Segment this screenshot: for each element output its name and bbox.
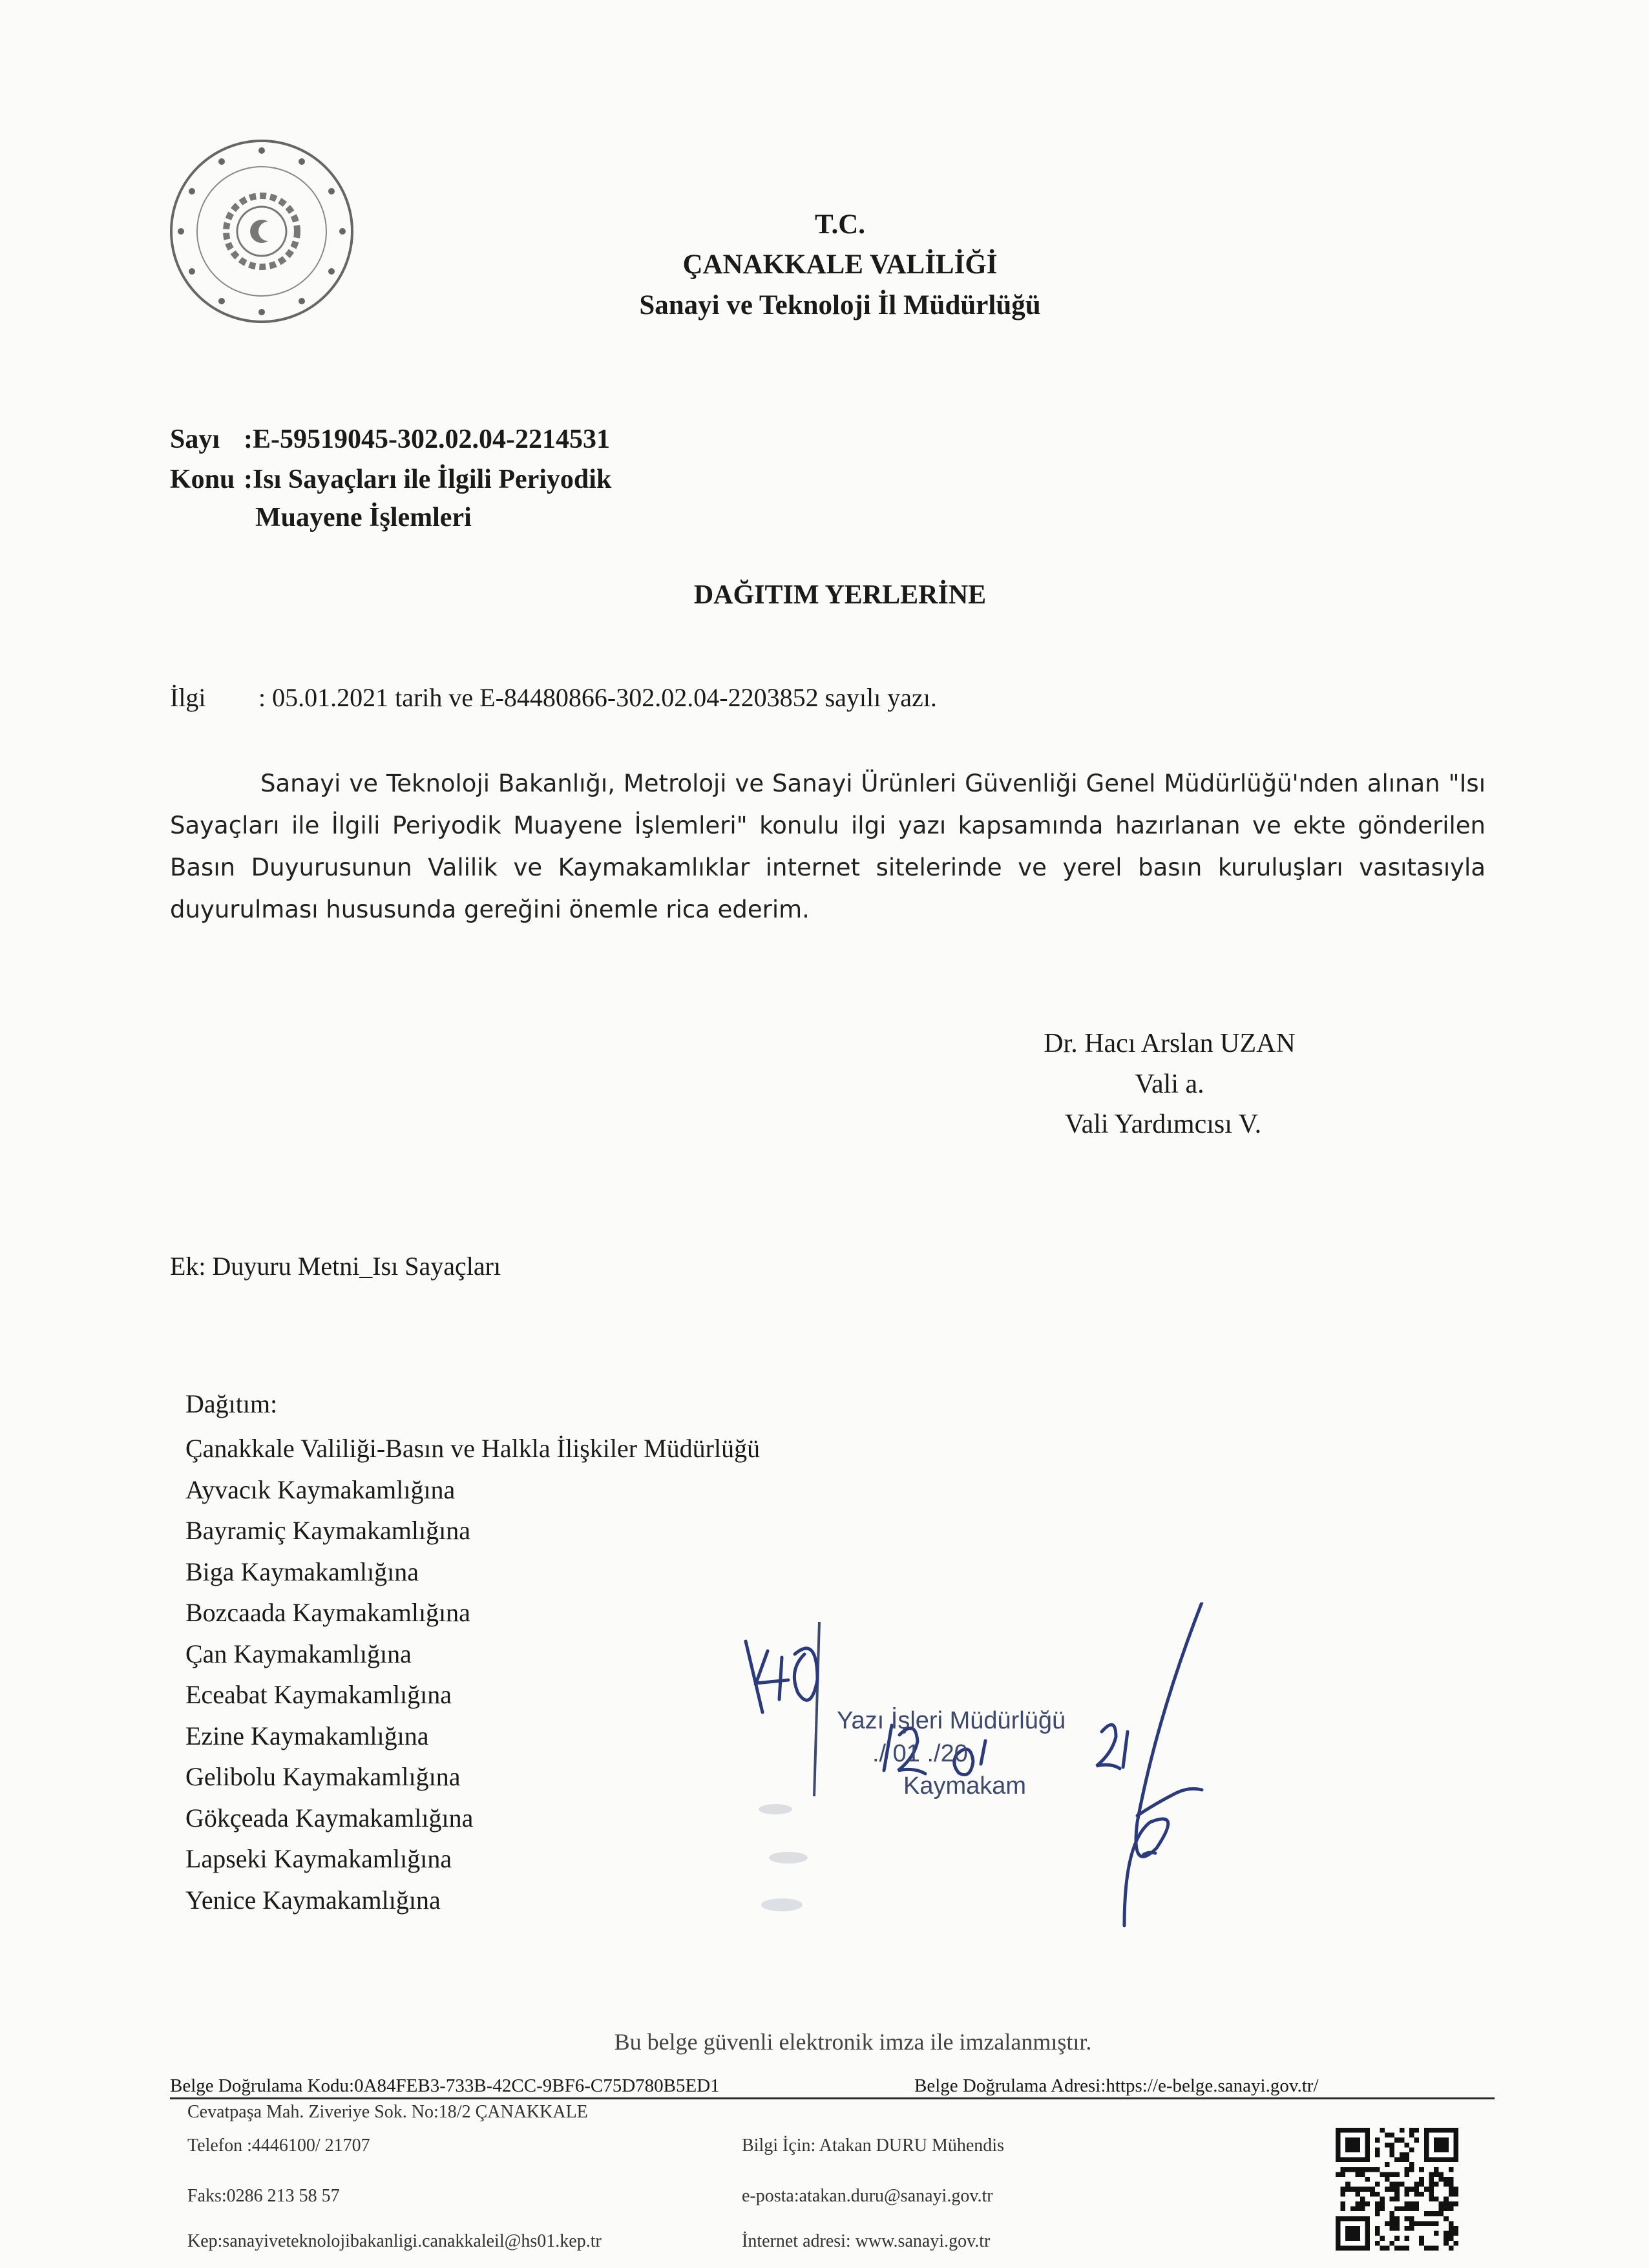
distribution-item: Bayramiç Kaymakamlığına bbox=[185, 1516, 470, 1545]
header-tc: T.C. bbox=[814, 209, 866, 240]
verify-code: Belge Doğrulama Kodu:0A84FEB3-733B-42CC-9BF6-C75D780B5ED1 bbox=[170, 2075, 720, 2096]
footer-bilgi: Bilgi İçin: Atakan DURU Mühendis bbox=[742, 2136, 1004, 2156]
footer-kep: Kep:sanayiveteknolojibakanligi.canakkaleil@hs01.kep.tr bbox=[187, 2231, 602, 2251]
distribution-item: Gelibolu Kaymakamlığına bbox=[185, 1762, 461, 1791]
signatory-title-1: Vali a. bbox=[1135, 1069, 1204, 1099]
distribution-item: Eceabat Kaymakamlığına bbox=[185, 1680, 452, 1709]
stamp-office: Yazı İşleri Müdürlüğü bbox=[837, 1707, 1066, 1734]
footer-eposta: e-posta:atakan.duru@sanayi.gov.tr bbox=[742, 2186, 993, 2206]
esign-note: Bu belge güvenli elektronik imza ile imzalanmıştır. bbox=[614, 2029, 1092, 2055]
stamp-role: Kaymakam bbox=[903, 1772, 1027, 1800]
footer-telefon: Telefon :4446100/ 21707 bbox=[187, 2136, 370, 2156]
footer-address: Cevatpaşa Mah. Ziveriye Sok. No:18/2 ÇANAKKALE bbox=[187, 2102, 588, 2122]
body-paragraph: Sanayi ve Teknoloji Bakanlığı, Metroloji ve Sanayi Ürünleri Güvenliği Genel Müdürlüğü'nden alınan "Isı Sayaçları ile İlgili Periyodik Muayene İşlemleri" konulu ilgi yazı kapsamında hazırlanan ve ekte gönderilen Basın Duyurusunun Valilik ve Kaymakamlıklar internet sitelerinde ve yerel basın kuruluşları vasıtasıyla duyurulması hususunda gereğini önemle rica ederim. bbox=[170, 770, 1486, 923]
distribution-item: Lapseki Kaymakamlığına bbox=[185, 1844, 452, 1873]
distribution-list bbox=[185, 1428, 760, 1920]
distribution-item: Biga Kaymakamlığına bbox=[185, 1557, 419, 1586]
distribution-item: Bozcaada Kaymakamlığına bbox=[185, 1598, 470, 1627]
qr-code-icon bbox=[1336, 2128, 1458, 2251]
distribution-item: Gökçeada Kaymakamlığına bbox=[185, 1803, 474, 1832]
footer-divider bbox=[170, 2097, 1495, 2099]
footer-internet: İnternet adresi: www.sanayi.gov.tr bbox=[742, 2231, 991, 2251]
signatory-name: Dr. Hacı Arslan UZAN bbox=[1044, 1029, 1296, 1058]
ministry-seal-icon bbox=[165, 134, 359, 328]
handwritten-day bbox=[872, 1722, 874, 1723]
verify-address: Belge Doğrulama Adresi:https://e-belge.sanayi.gov.tr/ bbox=[914, 2075, 1319, 2096]
header-governorship: ÇANAKKALE VALİLİĞİ bbox=[682, 249, 998, 280]
konu-value-cont: Muayene İşlemleri bbox=[255, 503, 472, 532]
sayi-label: Sayı bbox=[170, 425, 220, 454]
distribution-item: Ezine Kaymakamlığına bbox=[185, 1721, 429, 1750]
footer-faks: Faks:0286 213 58 57 bbox=[187, 2186, 340, 2206]
stamp-date: ./ 01 ./20 bbox=[872, 1740, 968, 1767]
sayi-value: :E-59519045-302.02.04-2214531 bbox=[244, 425, 610, 454]
handwritten-year bbox=[1098, 1722, 1100, 1723]
konu-label: Konu bbox=[170, 465, 235, 494]
ilgi-value: : 05.01.2021 tarih ve E-84480866-302.02.04-2203852 sayılı yazı. bbox=[258, 683, 937, 712]
addressee: DAĞITIM YERLERİNE bbox=[693, 580, 987, 610]
konu-value: :Isı Sayaçları ile İlgili Periyodik bbox=[244, 465, 612, 494]
distribution-item: Yenice Kaymakamlığına bbox=[185, 1885, 441, 1915]
header-directorate: Sanayi ve Teknoloji İl Müdürlüğü bbox=[639, 290, 1041, 320]
distribution-item: Çanakkale Valiliği-Basın ve Halkla İlişkiler Müdürlüğü bbox=[185, 1434, 761, 1463]
ilgi-label: İlgi bbox=[170, 683, 206, 712]
distribution-item: Çan Kaymakamlığına bbox=[185, 1639, 412, 1668]
attachment-line: Ek: Duyuru Metni_Isı Sayaçları bbox=[170, 1252, 501, 1281]
distribution-title: Dağıtım: bbox=[185, 1389, 278, 1418]
handwritten-number bbox=[750, 1654, 751, 1655]
distribution-item: Ayvacık Kaymakamlığına bbox=[185, 1475, 456, 1504]
signatory-title-2: Vali Yardımcısı V. bbox=[1064, 1109, 1262, 1139]
